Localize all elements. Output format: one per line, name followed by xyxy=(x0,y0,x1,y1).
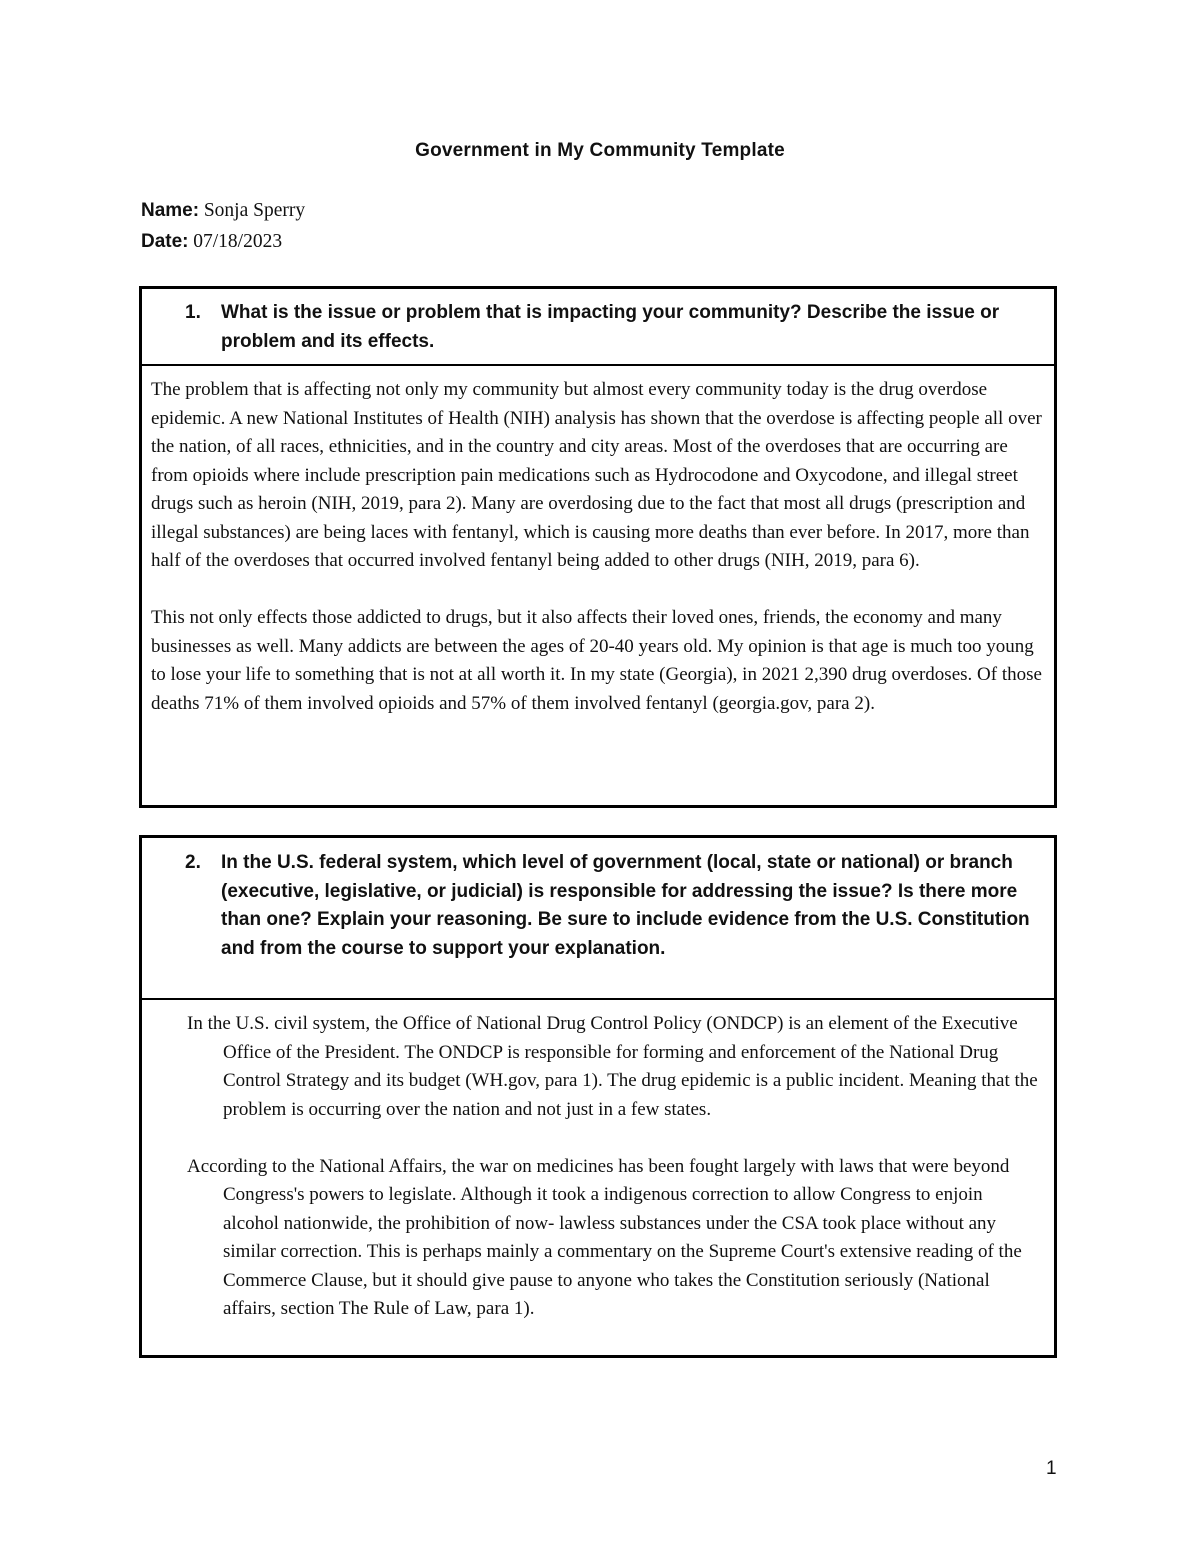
question-1-prompt: What is the issue or problem that is impacting your community? Describe the issue or problem and its effects. xyxy=(221,302,1000,352)
question-2-box xyxy=(139,835,1057,1358)
question-2-answer xyxy=(142,1000,1054,1324)
question-2-answer-paragraph-2: According to the National Affairs, the war on medicines has been fought largely with laws that were beyond Congress's powers to legislate. Although it took a indigenous correction to allow Congress to enjoin alcohol nationwide, the prohibition of now- lawless substances under the CSA took place without any similar correction. This is perhaps mainly a commentary on the Supreme Court's extensive reading of the Commerce Clause, but it should give pause to anyone who takes the Constitution seriously (National affairs, section The Rule of Law, para 1). xyxy=(187,1155,1022,1319)
name-line xyxy=(141,200,305,222)
question-2-number: 2. xyxy=(185,852,201,873)
name-value: Sonja Sperry xyxy=(203,200,306,221)
question-2-prompt: In the U.S. federal system, which level of government (local, state or national) or branch (executive, legislative, or judicial) is responsible for addressing the issue? Is there more than one? Explain your reasoning. Be sure to include evidence from the U.S. Constitution and from the course to support your explanation. xyxy=(221,852,1030,959)
page-number: 1 xyxy=(1046,1458,1057,1479)
question-2-answer-paragraph-1: In the U.S. civil system, the Office of National Drug Control Policy (ONDCP) is an element of the Executive Office of the President. The ONDCP is responsible for forming and enforcement of the National Drug Control Strategy and its budget (WH.gov, para 1). The drug epidemic is a public incident. Meaning that the problem is occurring over the nation and not just in a few states. xyxy=(187,1013,1038,1120)
question-2-header xyxy=(142,838,1054,1000)
date-line xyxy=(141,231,282,253)
question-1-answer-paragraph-1: The problem that is affecting not only my community but almost every community today is the drug overdose epidemic. A new National Institutes of Health (NIH) analysis has shown that the overdose is affecting people all over the nation, of all races, ethnicities, and in the country and city areas. Most of the overdoses that are occurring are from opioids where include prescription pain medications such as Hydrocodone and Oxycodone, and illegal street drugs such as heroin (NIH, 2019, para 2). Many are overdosing due to the fact that most all drugs (prescription and illegal substances) are being laces with fentanyl, which is causing more deaths than ever before. In 2017, more than half of the overdoses that occurred involved fentanyl being added to other drugs (NIH, 2019, para 6). xyxy=(151,379,1042,571)
question-1-box xyxy=(139,286,1057,808)
question-1-answer xyxy=(142,366,1054,718)
date-label: Date: xyxy=(141,231,189,252)
question-1-answer-paragraph-2: This not only effects those addicted to drugs, but it also affects their loved ones, friends, the economy and many businesses as well. Many addicts are between the ages of 20-40 years old. My opinion is that age is much too young to lose your life to something that is not at all worth it. In my state (Georgia), in 2021 2,390 drug overdoses. Of those deaths 71% of them involved opioids and 57% of them involved fentanyl (georgia.gov, para 2). xyxy=(151,607,1042,714)
question-1-header xyxy=(142,289,1054,366)
date-value: 07/18/2023 xyxy=(193,231,283,252)
name-label: Name: xyxy=(141,200,200,221)
page-title: Government in My Community Template xyxy=(415,140,785,161)
question-1-number: 1. xyxy=(185,302,201,323)
